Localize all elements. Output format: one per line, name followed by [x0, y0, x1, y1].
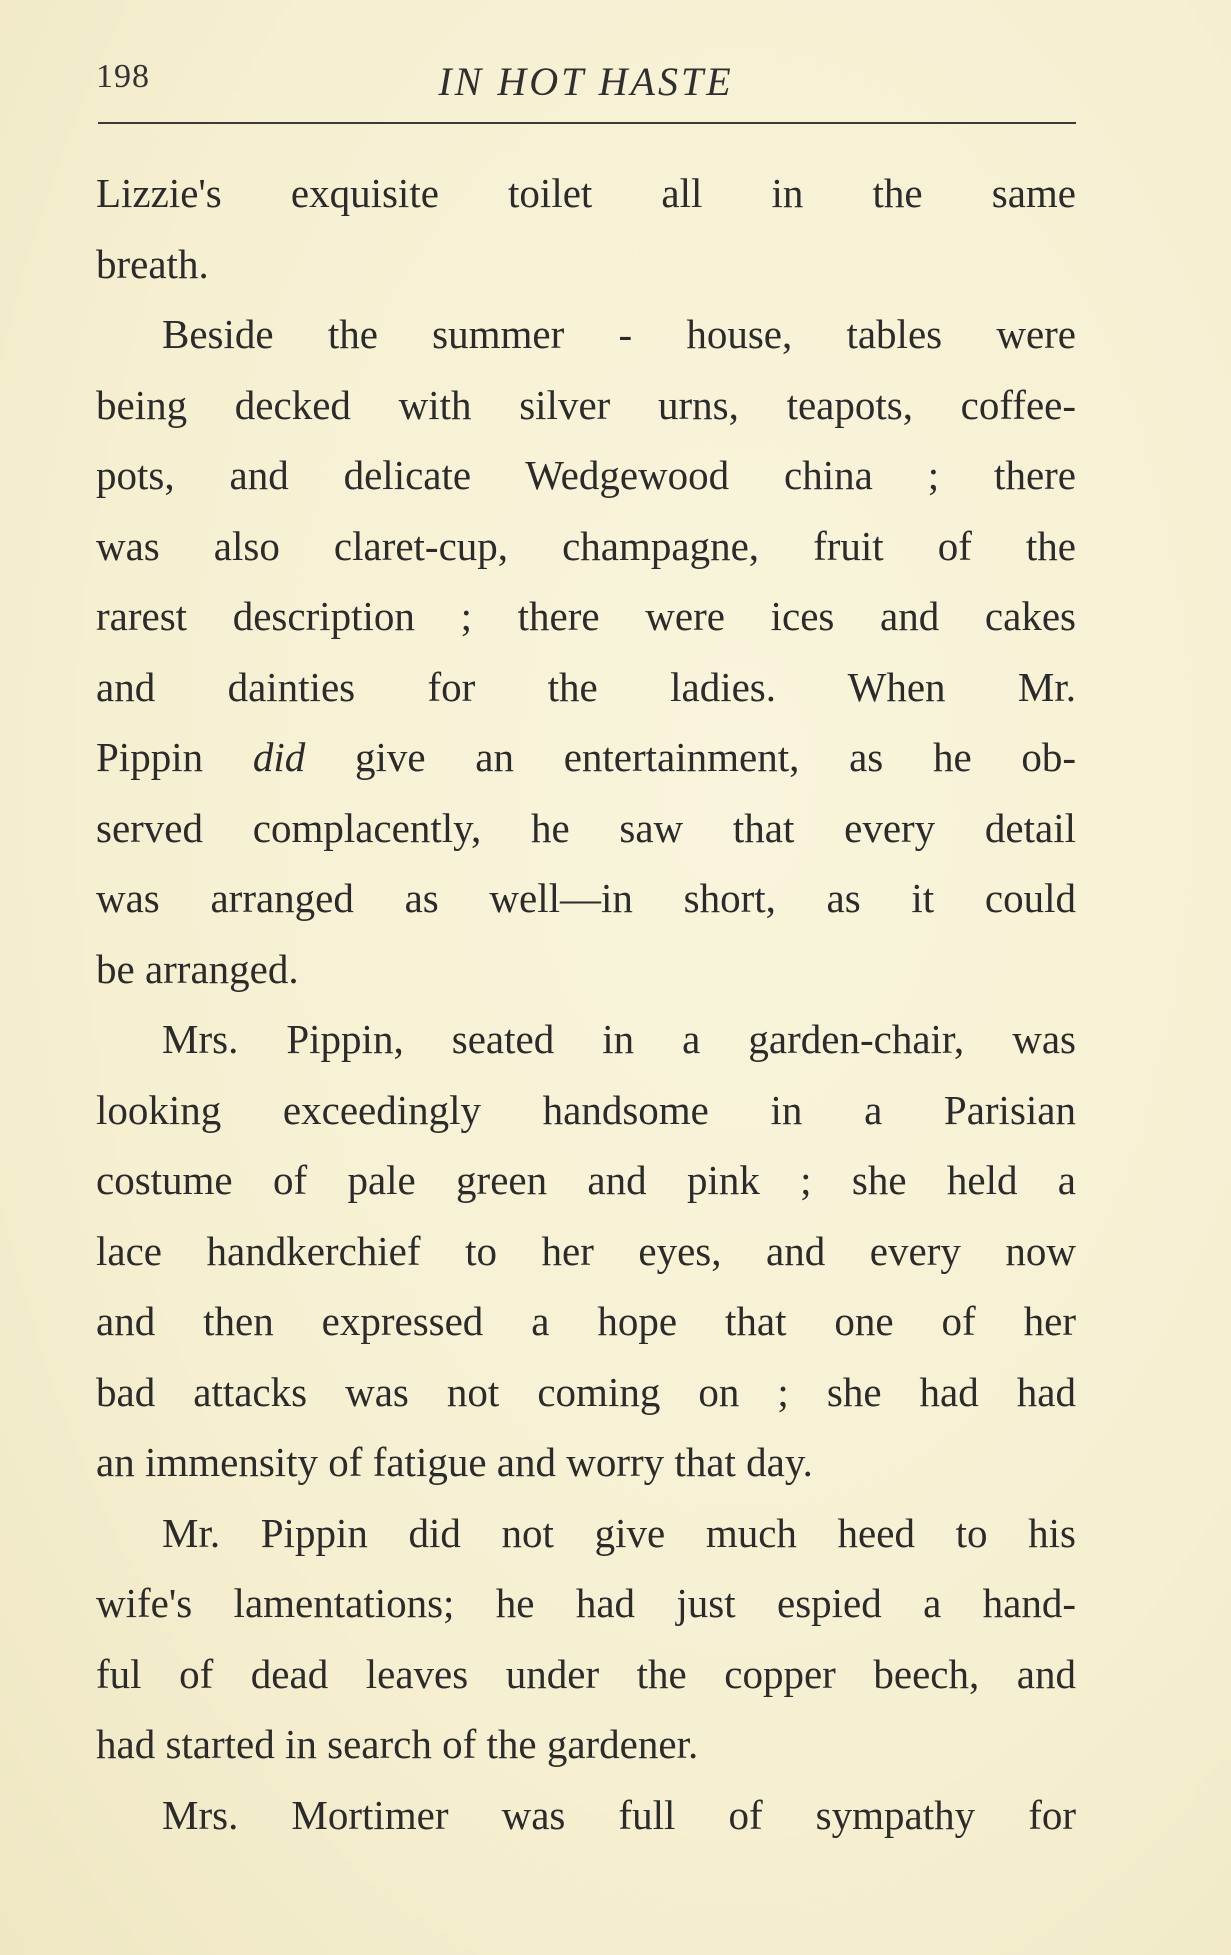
text-fragment: give an entertainment, as he ob- — [354, 734, 1077, 780]
text-line: Mr. Pippin did not give much heed to his — [162, 1509, 1076, 1556]
text-line: lace handkerchief to her eyes, and every now — [96, 1227, 1076, 1274]
text-line: served complacently, he saw that every detail — [96, 804, 1076, 851]
text-line: be arranged. — [96, 945, 299, 992]
text-line: Mrs. Pippin, seated in a garden-chair, was — [162, 1016, 1076, 1062]
text-line: Beside the summer - house, tables were — [162, 311, 1076, 357]
text-line: pots, and delicate Wedgewood china ; there — [96, 452, 1076, 498]
text-line: bad attacks was not coming on ; she had had — [96, 1368, 1076, 1415]
running-title: IN HOT HASTE — [438, 59, 734, 104]
page-number: 198 — [96, 58, 150, 95]
text-line: rarest description ; there were ices and cakes — [96, 593, 1076, 639]
text-fragment: Pippin — [96, 734, 204, 780]
text-line — [96, 722, 1076, 793]
text-line: being decked with silver urns, teapots, coffee- — [96, 381, 1076, 428]
text-line: an immensity of fatigue and worry that day. — [96, 1439, 813, 1485]
text-line: ful of dead leaves under the copper beech, and — [96, 1650, 1076, 1697]
header-rule — [98, 122, 1076, 124]
text-line: had started in search of the gardener. — [96, 1721, 699, 1767]
text-line: and then expressed a hope that one of her — [96, 1298, 1076, 1344]
text-line: costume of pale green and pink ; she held a — [96, 1157, 1076, 1203]
text-line: and dainties for the ladies. When Mr. — [96, 663, 1076, 710]
text-line: looking exceedingly handsome in a Parisian — [96, 1086, 1076, 1133]
text-line: was also claret-cup, champagne, fruit of the — [96, 522, 1076, 569]
text-line: was arranged as well—in short, as it could — [96, 875, 1076, 921]
text-line: breath. — [96, 240, 209, 287]
running-head — [96, 58, 1076, 108]
text-line: Lizzie's exquisite toilet all in the same — [96, 170, 1076, 216]
italic-emphasis: did — [252, 734, 306, 780]
text-line: wife's lamentations; he had just espied a hand- — [96, 1580, 1076, 1626]
text-line: Mrs. Mortimer was full of sympathy for — [162, 1791, 1076, 1838]
body-text — [96, 158, 1076, 1850]
